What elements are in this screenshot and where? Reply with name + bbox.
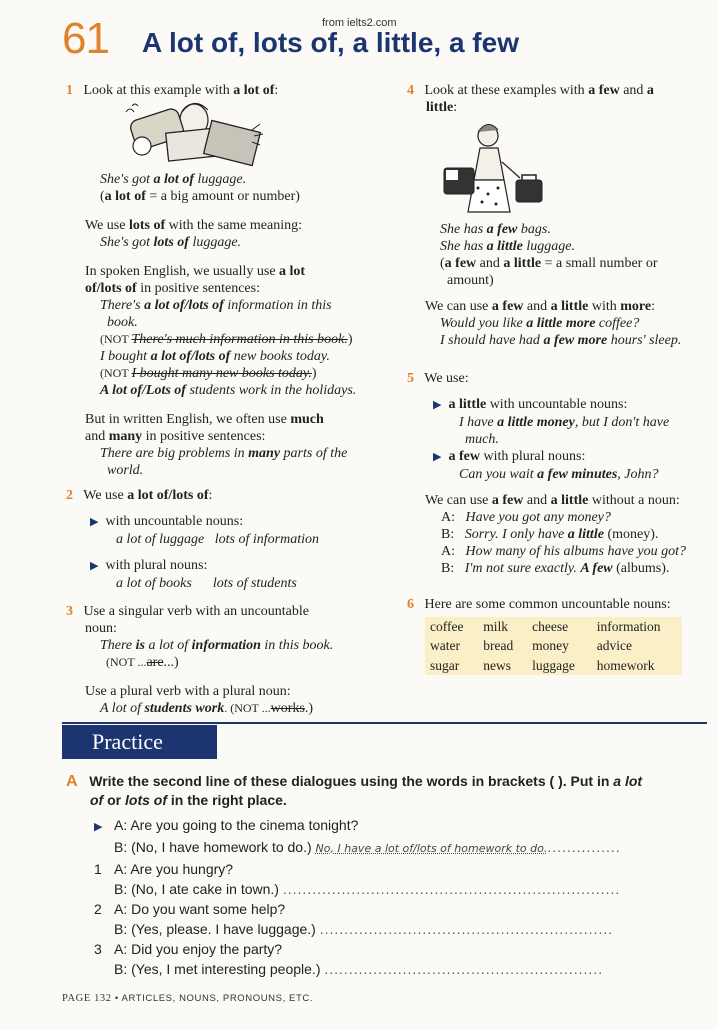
example-line: world. xyxy=(107,463,144,478)
bullet-item: ▶ with plural nouns: xyxy=(90,558,208,573)
definition-line: (a few and a little = a small number or xyxy=(440,256,658,271)
dialogue-line: A: How many of his albums have you got? xyxy=(441,544,686,559)
example-line: much. xyxy=(465,432,499,447)
example-line: A lot of/Lots of students work in the holidays. xyxy=(100,383,357,398)
answer-blank[interactable]: ......................................................... xyxy=(324,961,604,977)
example-line: a lot of luggage lots of information xyxy=(116,532,320,547)
page-footer: PAGE 132 • ARTICLES, NOUNS, PRONOUNS, ETC. xyxy=(62,993,314,1004)
not-example: (NOT There's much information in this book.) xyxy=(100,332,353,347)
paragraph: We can use a few and a little without a noun: xyxy=(425,493,680,508)
paragraph: of/lots of in positive sentences: xyxy=(85,281,260,296)
answer-blank[interactable]: ............................................................ xyxy=(319,921,614,937)
arrow-icon: ▶ xyxy=(433,451,442,463)
table-row: sugar news luggage homework xyxy=(430,657,655,673)
example-line: There are big problems in many parts of the xyxy=(100,446,348,461)
paragraph: We can use a few and a little with more: xyxy=(425,299,655,314)
example-line: a lot of books lots of students xyxy=(116,576,297,591)
example-line: She's got lots of luggage. xyxy=(100,235,242,250)
example-line: book. xyxy=(107,315,138,330)
paragraph: noun: xyxy=(85,621,117,636)
not-example: (NOT I bought many new books today.) xyxy=(100,366,317,381)
section-3: 3 Use a singular verb with an uncountable noun: There is a lot of information in this book. (NOT ...are...) Use a plural verb with a plural noun: A lot of students work. (NOT ...works.) xyxy=(66,603,386,717)
example-line: There is a lot of information in this book. xyxy=(100,638,334,653)
section-1 xyxy=(66,82,386,99)
definition-line: (a lot of = a big amount or number) xyxy=(100,189,300,204)
source-note: from ielts2.com xyxy=(322,17,397,29)
unit-title: A lot of, lots of, a little, a few xyxy=(142,27,519,58)
exercise-item: ▶ A: Are you going to the cinema tonight? B: (No, I have homework to do.) No, I have a lot of/lots of homework to do................ xyxy=(94,817,621,855)
exercise-item: 2 A: Do you want some help? B: (Yes, please. I have luggage.) ............................................................ xyxy=(94,901,614,937)
table-row: coffee milk cheese information xyxy=(430,619,661,635)
arrow-icon: ▶ xyxy=(90,560,99,572)
woman-with-bags-illustration xyxy=(440,122,550,220)
example-line: I should have had a few more hours' sleep. xyxy=(440,333,682,348)
page-number: PAGE 132 xyxy=(62,993,112,1004)
example-line: Can you wait a few minutes, John? xyxy=(459,467,659,482)
dialogue-line: A: Have you got any money? xyxy=(441,510,611,525)
arrow-icon: ▶ xyxy=(94,821,103,833)
not-example: (NOT ...are...) xyxy=(106,655,179,670)
unit-number: 61 xyxy=(62,14,109,63)
example-line: A lot of students work. (NOT ...works.) xyxy=(100,701,314,716)
example-line: There's a lot of/lots of information in this xyxy=(100,298,332,313)
section-4-body xyxy=(425,221,705,349)
section-6: 6 Here are some common uncountable nouns: xyxy=(407,597,671,612)
table-row: water bread money advice xyxy=(430,638,632,654)
paragraph: Use a plural verb with a plural noun: xyxy=(85,684,291,699)
section-2: 2 We use a lot of/lots of: ▶ with uncountable nouns: a lot of luggage lots of information ▶ with plural nouns: a lot of books lots of students xyxy=(66,487,386,592)
section-5: 5 We use: ▶ a little with uncountable nouns: I have a little money, but I don't have much. ▶ a few with plural nouns: Can you wait a few minutes, John? We can use a few and a little without a noun: A: Have you got any money? B: Sorry. I only have a little (money). A: How many of his albums have you got? B: I'm not sure exactly. A few (albums). xyxy=(407,370,707,577)
bullet-item: ▶ a little with uncountable nouns: xyxy=(433,397,628,412)
arrow-icon: ▶ xyxy=(90,516,99,528)
paragraph: In spoken English, we usually use a lot xyxy=(85,264,306,279)
practice-heading: Practice xyxy=(62,725,217,759)
paragraph: But in written English, we often use much xyxy=(85,412,324,427)
exercise-item: 3 A: Did you enjoy the party? B: (Yes, I met interesting people.) ......................................................... xyxy=(94,941,604,977)
example-line: I bought a lot of/lots of new books today. xyxy=(100,349,330,364)
example-line: She has a little luggage. xyxy=(440,239,575,254)
example-line: She's got a lot of luggage. xyxy=(100,172,247,187)
bullet-item: ▶ with uncountable nouns: xyxy=(90,514,244,529)
exercise-a-instructions: A Write the second line of these dialogues using the words in brackets ( ). Put in a lot of or lots of in the right place. xyxy=(66,773,643,808)
bullet-item: ▶ a few with plural nouns: xyxy=(433,449,586,464)
example-line: She has a few bags. xyxy=(440,222,551,237)
answer-text: No, I have a lot of/lots of homework to do. xyxy=(315,842,548,855)
example-line: I have a little money, but I don't have xyxy=(459,415,670,430)
section-1-body xyxy=(85,171,385,479)
practice-divider xyxy=(62,722,707,724)
dialogue-line: B: I'm not sure exactly. A few (albums). xyxy=(441,561,670,576)
exercise-a-items xyxy=(94,815,704,979)
answer-blank[interactable]: ..................................................................... xyxy=(282,881,621,897)
definition-line: amount) xyxy=(447,273,494,288)
section-name: ARTICLES, NOUNS, PRONOUNS, ETC. xyxy=(121,993,314,1004)
section-1-intro: 1 Look at this example with a lot of: xyxy=(66,83,279,98)
section-4: 4 Look at these examples with a few and a little: xyxy=(407,83,654,115)
paragraph: and many in positive sentences: xyxy=(85,429,266,444)
example-line: Would you like a little more coffee? xyxy=(440,316,640,331)
dialogue-line: B: Sorry. I only have a little (money). xyxy=(441,527,659,542)
paragraph: We use lots of with the same meaning: xyxy=(85,218,302,233)
uncountable-nouns-table xyxy=(425,617,682,675)
arrow-icon: ▶ xyxy=(433,399,442,411)
exercise-item: 1 A: Are you hungry? B: (No, I ate cake in town.) ..................................................................... xyxy=(94,861,621,897)
luggage-illustration xyxy=(112,100,272,170)
